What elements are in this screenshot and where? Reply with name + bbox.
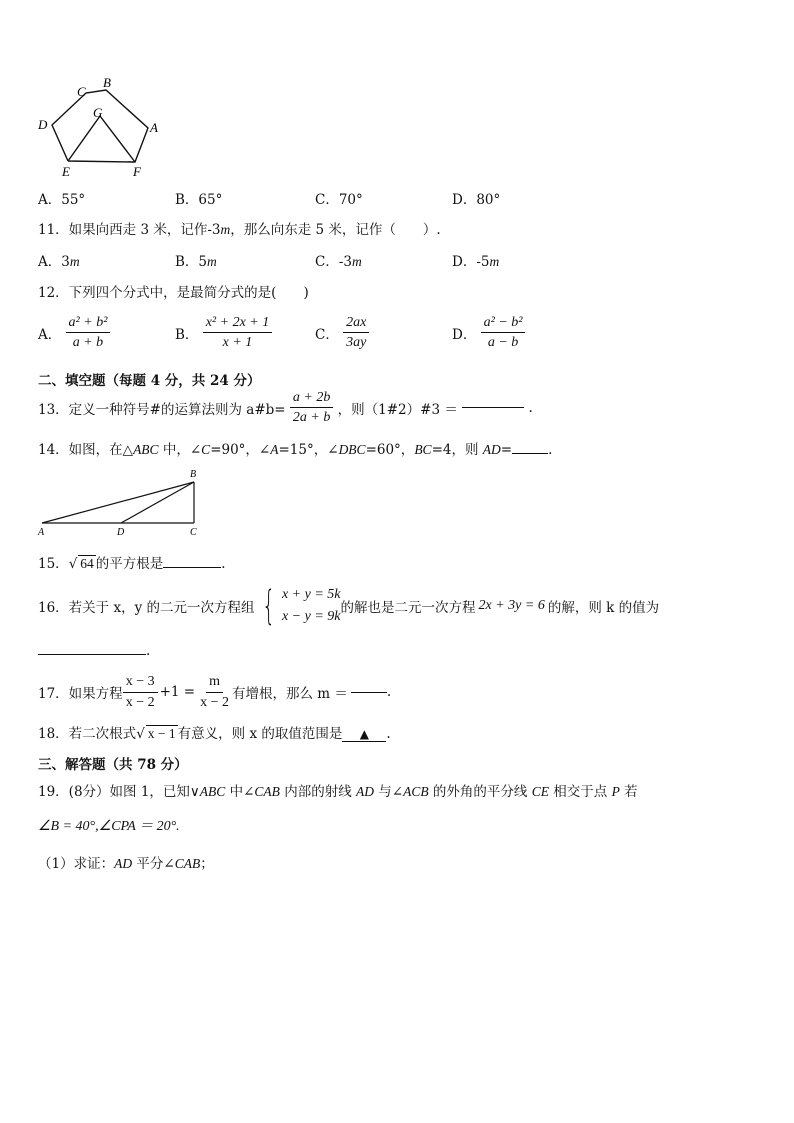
q12-option-a: A． $\frac{\text{a² + b²}}{a + b}$ (38, 315, 110, 351)
q11-stem: 11．如果向西走 3 米，记作-3m，那么向东走 5 米，记作（ ）. (38, 222, 441, 238)
q15-answer-blank[interactable] (163, 567, 221, 568)
q12-option-c: C． $\frac{2ax}{3ay}$ (315, 315, 369, 351)
q10-option-c: C．70° (315, 192, 363, 208)
q10-option-b: B．65° (175, 192, 223, 208)
q19-stem: 19．(8分）如图 1，已知∨ABC 中∠CAB 内部的射线 AD 与∠ACB 的外角的平分线 CE 相交于点 P 若 (38, 784, 638, 800)
q12-option-b: B． $\frac{\text{x² + 2x + 1}}{x + 1}$ (175, 315, 272, 351)
q13: 13．定义一种符号#的运算法则为 a#b= $\frac{a + 2b}{2a + b}$ ，则（1#2）#3 ＝ . (38, 390, 533, 426)
label-c: C (77, 84, 86, 99)
q16-eq1: x + y = 5k (281, 587, 341, 602)
q18-answer-mark[interactable]: ▲ (342, 727, 386, 742)
label-f: F (133, 164, 141, 179)
label-e: E (62, 164, 70, 179)
label-b: B (103, 75, 111, 90)
pentagon-figure (30, 72, 170, 182)
q12-option-d: D． $\frac{\text{a² − b²}}{a - b}$ (452, 315, 525, 351)
section-3-heading: 三、解答题（共 78 分） (38, 757, 188, 773)
q10-option-a: A．55° (38, 192, 86, 208)
q13-answer-blank[interactable] (462, 407, 524, 408)
q19-condition: ∠B = 40°,∠CPA ＝ 20°. (38, 819, 180, 834)
label-d: D (117, 527, 125, 538)
q19-part-1: （1）求证：AD 平分∠CAB； (38, 856, 214, 872)
label-a: A (150, 120, 158, 135)
label-d: D (38, 117, 48, 132)
q17: 17．如果方程 $\frac{x - 3}{x - 2}$ +1 = $\frac{m}{x - 2}$ 有增根，那么 m ＝ . (38, 674, 392, 710)
pentagon-outline (52, 90, 148, 162)
triangle-egf (68, 116, 135, 162)
q15: 15．√ 64 的平方根是 . (38, 556, 226, 572)
q12-stem: 12．下列四个分式中，是最简分式的是( ) (38, 285, 309, 301)
q18: 18．若二次根式√ x − 1 有意义，则 x 的取值范围是 ▲ . (38, 726, 391, 742)
section-2-heading: 二、填空题（每题 4 分，共 24 分） (38, 373, 261, 389)
label-g: G (93, 105, 103, 120)
q14-stem: 14．如图，在△ABC 中，∠C=90°，∠A=15°，∠DBC=60°，BC=4，则 AD= . (38, 442, 553, 458)
q11-option-a: A．3m (38, 254, 80, 270)
label-b: B (190, 469, 197, 480)
q16-answer-blank[interactable] (38, 654, 146, 655)
label-c: C (190, 527, 197, 538)
q16: 16．若关于 x，y 的二元一次方程组 { x + y = 5k x − y = 9k 的解也是二元一次方程 2x + 3y = 6 的解，则 k 的值为 (38, 583, 660, 629)
q16-eq3: 2x + 3y = 6 (478, 598, 545, 613)
q17-answer-blank[interactable] (351, 692, 387, 693)
q10-option-d: D．80° (452, 192, 501, 208)
q16-eq2: x − y = 9k (281, 609, 341, 624)
label-a: A (38, 527, 45, 538)
q11-option-b: B．5m (175, 254, 217, 270)
q11-option-c: C．-3m (315, 254, 362, 270)
q11-option-d: D．-5m (452, 254, 500, 270)
triangle-figure (34, 466, 209, 540)
q14-answer-blank[interactable] (512, 453, 548, 454)
q16-answer-line: . (38, 643, 150, 659)
